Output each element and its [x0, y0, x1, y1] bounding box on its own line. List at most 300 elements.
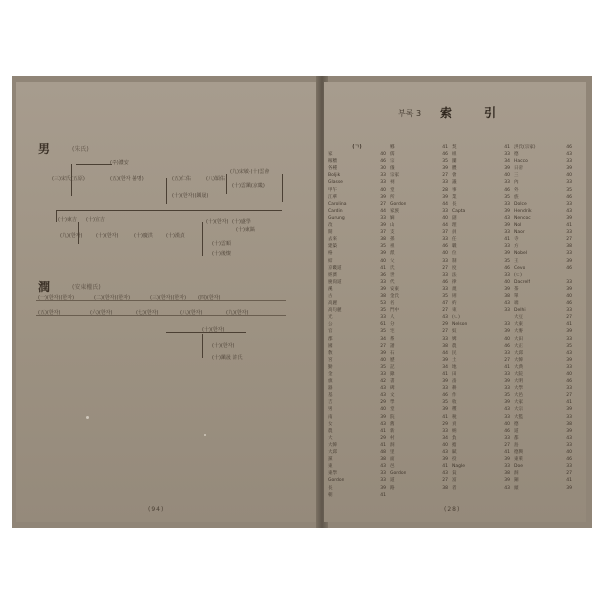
- index-entry: [452, 307, 510, 314]
- index-entry-page: 39: [380, 350, 386, 356]
- index-entry-page: 39: [566, 357, 572, 363]
- index-entry: [390, 208, 448, 215]
- index-entry-page: 40: [380, 187, 386, 193]
- tree1-node: (五)(한자 불명): [110, 176, 144, 182]
- index-entry-page: 44: [442, 350, 448, 356]
- index-entry: [514, 208, 572, 215]
- index-entry-term: 大學: [514, 386, 523, 392]
- index-entry: [514, 421, 572, 428]
- index-entry-page: 27: [442, 173, 448, 179]
- index-entry-term: 島: [514, 442, 519, 448]
- tree1-node: (十)(한자)(鎭晟): [172, 193, 209, 199]
- index-entry-page: 46: [504, 187, 510, 193]
- index-entry: [390, 371, 448, 378]
- index-entry-page: 41: [504, 145, 510, 150]
- index-entry: [328, 222, 386, 229]
- index-entry-term: 東: [328, 464, 333, 470]
- index-entry-term: 婢: [452, 336, 457, 342]
- index-entry: [514, 265, 572, 272]
- index-entry-page: 46: [504, 265, 510, 271]
- index-entry: [390, 470, 448, 477]
- index-entry: [390, 272, 448, 279]
- index-entry: [328, 293, 386, 300]
- index-entry-page: 27: [504, 442, 510, 448]
- index-entry-page: 33: [442, 386, 448, 392]
- index-entry-term: 貢: [452, 421, 457, 427]
- index-entry-term: 宗: [390, 159, 395, 165]
- index-entry: [514, 442, 572, 449]
- index-entry-page: 27: [442, 329, 448, 335]
- index-entry-term: 大宗: [514, 407, 523, 413]
- index-entry-page: 39: [442, 357, 448, 363]
- index-entry-term: 宅: [390, 329, 395, 335]
- index-entry-term: 大邱: [514, 350, 523, 356]
- index-entry-page: 43: [504, 215, 510, 221]
- index-entry: [514, 336, 572, 343]
- tree1-node: (十)宣吉: [86, 217, 105, 223]
- index-entry-term: 貧: [452, 471, 457, 477]
- index-entry-term: 金: [328, 372, 333, 377]
- index-entry-term: Gurung: [328, 215, 345, 221]
- index-entry-term: 議: [452, 180, 457, 186]
- index-entry: [452, 421, 510, 428]
- index-entry-page: 33: [566, 386, 572, 392]
- index-entry: [514, 463, 572, 470]
- tree1-node: (十)雲順: [212, 241, 231, 247]
- index-entry: [328, 414, 386, 421]
- index-title: 索 引: [440, 106, 511, 120]
- index-entry: [390, 428, 448, 435]
- index-entry-page: 41: [380, 428, 386, 434]
- index-entry-term: 溪: [328, 286, 333, 292]
- index-entry-term: 團: [452, 159, 457, 165]
- index-entry: [452, 314, 510, 321]
- tree1-node: (十)(한자): [206, 219, 229, 225]
- index-entry-page: 43: [566, 152, 572, 158]
- index-entry: [514, 229, 572, 236]
- index-entry-page: 33: [566, 414, 572, 420]
- index-entry: [452, 357, 510, 364]
- index-entry-term: 女: [328, 421, 333, 427]
- index-entry: [390, 265, 448, 272]
- index-entry-page: 35: [504, 194, 510, 200]
- index-entry-term: 大院: [514, 372, 523, 377]
- index-entry-page: 33: [504, 435, 510, 441]
- index-entry-term: 大典: [514, 364, 523, 370]
- index-entry-page: 36: [380, 272, 386, 278]
- book-spread: [12, 76, 592, 528]
- index-entry: [390, 463, 448, 470]
- index-entry-term: 負: [452, 435, 457, 441]
- index-entry-page: 40: [566, 450, 572, 456]
- index-entry: [328, 243, 386, 250]
- index-entry-term: 書: [390, 379, 395, 385]
- index-entry: [452, 172, 510, 179]
- index-entry-term: Nagle: [452, 464, 465, 470]
- index-entry-page: 29: [442, 322, 448, 328]
- index-entry-page: 43: [442, 471, 448, 477]
- index-entry: [390, 187, 448, 194]
- index-entry: [452, 144, 510, 151]
- index-entry-term: 契: [452, 145, 457, 150]
- tree1-node: (八)頴佑: [206, 176, 225, 182]
- index-entry-term: 經濟: [328, 272, 337, 278]
- index-entry-term: Capta: [452, 208, 466, 214]
- index-entry-term: 長: [452, 201, 457, 207]
- index-entry: [452, 236, 510, 243]
- tree1-node: (九)(한자): [60, 233, 83, 239]
- index-entry-term: 洪氏(宗家): [514, 145, 536, 150]
- index-entry-page: 41: [504, 364, 510, 370]
- index-entry-term: 孫: [390, 237, 395, 243]
- index-entry-page: 39: [442, 407, 448, 413]
- index-entry: [328, 272, 386, 279]
- index-entry-page: 34: [380, 336, 386, 342]
- index-entry-term: 業: [452, 194, 457, 200]
- index-entry-term: 位: [452, 251, 457, 257]
- index-entry: [328, 371, 386, 378]
- index-entry: [452, 321, 510, 328]
- index-entry: [452, 385, 510, 392]
- index-entry-term: 大監: [514, 414, 523, 420]
- index-entry-term: 古: [328, 293, 333, 299]
- right-page-number: (28): [444, 506, 461, 513]
- paper-spot: [86, 416, 89, 419]
- index-entry-term: 儀: [390, 166, 395, 172]
- index-entry: [390, 300, 448, 307]
- index-entry: [514, 201, 572, 208]
- index-entry: [390, 392, 448, 399]
- index-entry-page: 39: [504, 223, 510, 229]
- index-entry-page: 33: [566, 279, 572, 285]
- index-entry-term: 大東: [514, 322, 523, 328]
- index-entry-page: 39: [442, 194, 448, 200]
- index-entry: [390, 364, 448, 371]
- index-entry-term: 洞: [514, 471, 519, 477]
- index-entry-term: 系: [390, 336, 395, 342]
- index-entry-page: 33: [566, 159, 572, 165]
- index-entry-page: 33: [504, 201, 510, 207]
- index-entry: [328, 201, 386, 208]
- index-entry: [514, 250, 572, 257]
- index-entry-term: 氏: [390, 265, 395, 271]
- index-entry: [328, 328, 386, 335]
- index-entry-page: 39: [504, 251, 510, 257]
- index-entry: [452, 258, 510, 265]
- index-entry-page: 33: [380, 173, 386, 179]
- index-entry-term: 單: [514, 293, 519, 299]
- index-entry: [452, 151, 510, 158]
- index-entry-page: 46: [504, 428, 510, 434]
- index-entry: [390, 350, 448, 357]
- index-entry: [390, 343, 448, 350]
- tree2-node: (二)(한자)(한자): [94, 295, 131, 301]
- index-entry-page: 33: [442, 208, 448, 214]
- index-entry-term: 旗: [328, 379, 333, 385]
- index-entry-page: 39: [504, 400, 510, 406]
- index-entry: [390, 328, 448, 335]
- index-entry-page: 33: [504, 464, 510, 470]
- index-entry-term: 里: [390, 450, 395, 456]
- index-entry: [452, 485, 510, 492]
- index-entry: [328, 336, 386, 343]
- index-entry-term: 土: [452, 357, 457, 363]
- index-entry: [390, 399, 448, 406]
- index-entry-page: 33: [504, 230, 510, 236]
- index-entry-page: 35: [380, 329, 386, 335]
- index-entry: [452, 449, 510, 456]
- index-entry-page: 40: [504, 336, 510, 342]
- index-entry-page: 39: [380, 251, 386, 257]
- index-entry-term: 束: [452, 308, 457, 314]
- right-page: [324, 82, 586, 522]
- tree2-node: (一)(한자)(한자): [38, 295, 75, 301]
- index-entry-page: 39: [566, 428, 572, 434]
- index-entry-page: 38: [566, 244, 572, 250]
- index-entry-term: 石: [390, 350, 395, 356]
- index-entry-page: 33: [566, 180, 572, 186]
- index-entry-page: 33: [566, 308, 572, 314]
- index-entry-page: 39: [380, 194, 386, 200]
- index-entry-page: 40: [442, 442, 448, 448]
- index-entry-page: 33: [504, 308, 510, 314]
- index-entry: [514, 435, 572, 442]
- index-entry: [514, 392, 572, 399]
- index-entry-term: 稼穡: [328, 159, 337, 165]
- index-entry-page: 41: [380, 265, 386, 271]
- index-entry-page: 41: [442, 372, 448, 377]
- index-entry-page: 35: [380, 308, 386, 314]
- index-entry: [452, 286, 510, 293]
- tree-line: [166, 178, 167, 204]
- index-entry-term: Hendrik: [514, 208, 532, 214]
- index-entry: [452, 215, 510, 222]
- index-entry: [390, 279, 448, 286]
- tree1-node: (十)盛學: [232, 219, 251, 225]
- index-entry-page: 38: [442, 485, 448, 491]
- index-entry-page: 39: [504, 166, 510, 172]
- index-entry-term: 安東: [390, 286, 399, 292]
- index-entry-page: [571, 272, 572, 279]
- index-entry-page: 41: [504, 450, 510, 456]
- index-entry: [328, 485, 386, 492]
- index-entry-term: 王: [514, 258, 519, 264]
- index-entry: [514, 414, 572, 421]
- index-entry-term: 耕: [452, 386, 457, 392]
- index-entry-term: 會: [452, 173, 457, 179]
- index-entry-term: 改: [328, 223, 333, 229]
- index-entry: [452, 442, 510, 449]
- index-entry-term: 地: [452, 364, 457, 370]
- index-entry-term: 父: [390, 258, 395, 264]
- index-entry-page: 41: [442, 414, 448, 420]
- index-entry-page: 40: [504, 279, 510, 285]
- index-entry-page: 33: [380, 279, 386, 285]
- index-entry: [390, 385, 448, 392]
- index-entry-page: 33: [566, 364, 572, 370]
- tree1-node: (三)宋氏(五原): [52, 176, 85, 182]
- index-entry-page: 46: [566, 379, 572, 385]
- index-entry-term: Naor: [514, 230, 525, 236]
- index-entry-term: 外: [514, 187, 519, 193]
- tree1-node: (九)宋敏·(十)雲會: [230, 169, 270, 175]
- index-entry-term: 譜: [390, 343, 395, 349]
- index-entry: [328, 300, 386, 307]
- index-entry-page: 39: [566, 286, 572, 292]
- index-entry: [328, 165, 386, 172]
- index-entry: [390, 250, 448, 257]
- index-entry-term: 派: [390, 251, 395, 257]
- index-entry-page: 40: [380, 258, 386, 264]
- index-entry: [514, 300, 572, 307]
- index-entry-page: 39: [380, 414, 386, 420]
- index-entry-term: 大家: [514, 400, 523, 406]
- index-entry-term: 賦: [452, 450, 457, 456]
- index-entry-page: 39: [566, 329, 572, 335]
- index-entry-page: 39: [504, 478, 510, 484]
- index-entry-page: 33: [566, 251, 572, 257]
- index-entry-page: 35: [504, 258, 510, 264]
- index-entry-term: 大明: [514, 379, 523, 385]
- index-entry-page: 33: [442, 258, 448, 264]
- index-entry-term: 任: [452, 237, 457, 243]
- index-entry: [328, 470, 386, 477]
- index-entry-term: 家: [328, 152, 333, 158]
- index-entry-page: 34: [442, 435, 448, 441]
- index-entry-term: 世: [390, 272, 395, 278]
- tree1-node: (주)濃安: [110, 160, 129, 166]
- index-entry: [452, 187, 510, 194]
- index-entry-page: 35: [504, 393, 510, 399]
- index-entry-page: 43: [442, 315, 448, 321]
- index-entry-term: 大韓: [328, 442, 337, 448]
- index-entry-page: 39: [566, 485, 572, 491]
- index-entry: [514, 222, 572, 229]
- index-entry: [390, 258, 448, 265]
- index-entry-page: 41: [504, 237, 510, 243]
- index-entry-term: 慶尙道: [328, 279, 342, 285]
- index-entry-term: 格: [328, 251, 333, 257]
- index-entry: [390, 158, 448, 165]
- index-entry: [328, 236, 386, 243]
- index-entry-term: Glasse: [328, 180, 343, 186]
- index-entry-page: 44: [380, 208, 386, 214]
- paper-spot: [204, 434, 206, 436]
- index-entry: [452, 293, 510, 300]
- index-entry: [390, 336, 448, 343]
- index-entry: [390, 151, 448, 158]
- index-entry-term: 體: [452, 166, 457, 172]
- index-entry-page: 39: [380, 485, 386, 491]
- index-entry: [452, 392, 510, 399]
- index-entry-term: 銅: [514, 478, 519, 484]
- index-entry: [390, 179, 448, 186]
- index-entry-term: 收: [452, 400, 457, 406]
- tree1-node: (十)慶洪: [134, 233, 153, 239]
- index-entry: [328, 250, 386, 257]
- index-entry: [514, 350, 572, 357]
- tree2-node: (七)(한자): [136, 310, 159, 316]
- index-entry-term: 碑: [390, 386, 395, 392]
- index-entry-page: 40: [380, 152, 386, 158]
- index-entry: [390, 449, 448, 456]
- index-entry-page: 41: [566, 400, 572, 406]
- index-entry: [390, 414, 448, 421]
- index-entry-page: 43: [442, 450, 448, 456]
- index-entry-term: Nencoc: [514, 215, 531, 221]
- index-entry: [514, 328, 572, 335]
- index-entry: [390, 307, 448, 314]
- index-entry-page: 53: [380, 301, 386, 307]
- index-entry-page: 41: [442, 464, 448, 470]
- index-entry-term: 農: [328, 428, 333, 434]
- index-entry: [328, 314, 386, 321]
- index-entry-page: 43: [566, 208, 572, 214]
- index-entry-page: 33: [566, 230, 572, 236]
- index-entry-page: 43: [566, 435, 572, 441]
- index-entry: [452, 343, 510, 350]
- index-entry-term: 分: [390, 322, 395, 328]
- index-entry-term: Nelson: [452, 322, 468, 328]
- index-entry: [452, 463, 510, 470]
- index-entry: [514, 456, 572, 463]
- index-entry-term: 人: [390, 315, 395, 321]
- index-entry-term: 日帝: [514, 166, 523, 172]
- index-entry: [514, 449, 572, 456]
- index-header-label: 부록 3: [398, 109, 422, 118]
- index-entry-page: 39: [442, 379, 448, 385]
- index-entry-term: 制: [452, 258, 457, 264]
- tree2-node: (八)(한자): [180, 310, 203, 316]
- index-entry: [514, 307, 572, 314]
- index-entry-page: 33: [442, 237, 448, 243]
- index-entry-page: 41: [566, 223, 572, 229]
- index-entry-page: 46: [566, 145, 572, 150]
- index-entry-term: 事: [452, 187, 457, 193]
- index-entry-term: 規: [452, 286, 457, 292]
- index-entry-term: 東萊: [514, 457, 523, 463]
- index-entry-page: 40: [566, 173, 572, 179]
- index-entry-term: 堂: [390, 407, 395, 413]
- index-entry: [514, 385, 572, 392]
- index-entry: [328, 449, 386, 456]
- index-entry-page: 35: [566, 343, 572, 349]
- index-entry-term: 江華: [328, 194, 337, 200]
- index-entry-page: 33: [566, 464, 572, 470]
- index-entry-term: 文: [390, 393, 395, 399]
- index-entry: [390, 456, 448, 463]
- index-entry-page: 38: [380, 237, 386, 243]
- index-entry-term: 朝: [328, 492, 333, 498]
- tree1-node: (十)東吉: [58, 217, 77, 223]
- index-entry-term: 吉: [328, 400, 333, 406]
- index-entry-term: 敎: [328, 350, 333, 356]
- index-entry-page: 38: [380, 457, 386, 463]
- index-entry-term: 則: [452, 293, 457, 299]
- index-entry: [514, 258, 572, 265]
- tree-line: [36, 315, 286, 316]
- index-entry-term: 大正: [514, 343, 523, 349]
- index-entry: [390, 215, 448, 222]
- tree1-node: (十)後燦: [212, 251, 231, 257]
- index-entry: [328, 258, 386, 265]
- index-entry: [328, 442, 386, 449]
- index-entry-term: 度: [452, 265, 457, 271]
- index-entry-term: Cardin: [328, 208, 343, 214]
- index-entry: [514, 286, 572, 293]
- index-entry: [328, 385, 386, 392]
- index-entry: [328, 187, 386, 194]
